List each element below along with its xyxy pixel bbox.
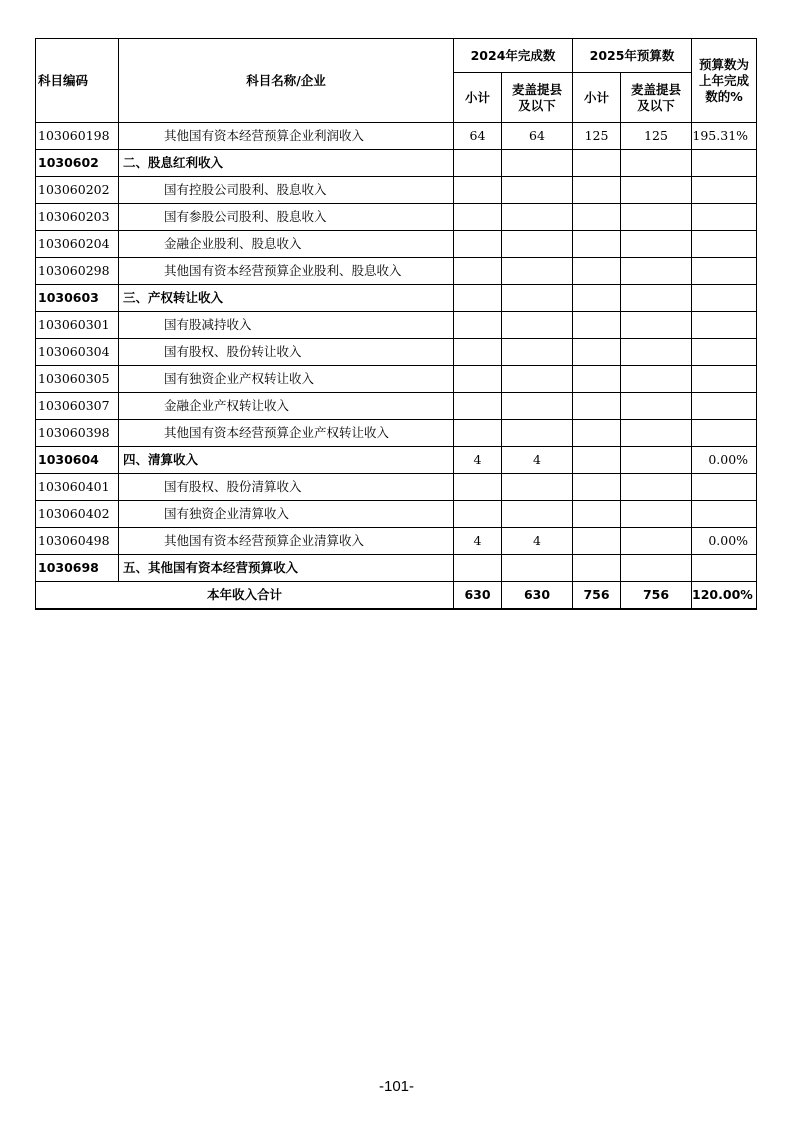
cell-2025-maigaiti (621, 312, 692, 339)
cell-code: 1030698 (36, 555, 119, 582)
cell-2024-maigaiti (502, 258, 573, 285)
cell-2024-subtotal (454, 366, 502, 393)
cell-ratio (692, 150, 757, 177)
cell-name: 其他国有资本经营预算企业利润收入 (119, 123, 454, 150)
cell-2024-subtotal: 4 (454, 528, 502, 555)
cell-code: 103060402 (36, 501, 119, 528)
cell-code: 103060398 (36, 420, 119, 447)
table-row (36, 285, 757, 312)
cell-2024-maigaiti: 64 (502, 123, 573, 150)
cell-ratio: 0.00% (692, 447, 757, 474)
cell-code: 103060204 (36, 231, 119, 258)
cell-code: 103060202 (36, 177, 119, 204)
cell-ratio (692, 501, 757, 528)
header-name: 科目名称/企业 (119, 39, 454, 123)
cell-name: 国有控股公司股利、股息收入 (119, 177, 454, 204)
cell-2024-subtotal (454, 204, 502, 231)
cell-code: 1030602 (36, 150, 119, 177)
cell-2025-subtotal (573, 177, 621, 204)
cell-2025-subtotal (573, 150, 621, 177)
cell-2025-maigaiti (621, 177, 692, 204)
cell-code: 103060401 (36, 474, 119, 501)
cell-2025-subtotal (573, 339, 621, 366)
cell-2024-maigaiti (502, 339, 573, 366)
table-row (36, 555, 757, 582)
cell-ratio (692, 312, 757, 339)
cell-2025-maigaiti (621, 528, 692, 555)
cell-ratio (692, 339, 757, 366)
cell-ratio (692, 231, 757, 258)
cell-ratio (692, 177, 757, 204)
cell-2024-maigaiti (502, 501, 573, 528)
table-row (36, 258, 757, 285)
cell-2025-subtotal (573, 285, 621, 312)
table-row (36, 204, 757, 231)
total-ratio: 120.00% (692, 582, 757, 610)
cell-2024-subtotal (454, 339, 502, 366)
cell-2024-maigaiti (502, 231, 573, 258)
cell-ratio (692, 258, 757, 285)
cell-2025-subtotal (573, 204, 621, 231)
cell-ratio (692, 285, 757, 312)
cell-ratio (692, 366, 757, 393)
cell-code: 1030603 (36, 285, 119, 312)
cell-ratio (692, 555, 757, 582)
cell-2025-subtotal (573, 231, 621, 258)
cell-2025-maigaiti (621, 285, 692, 312)
total-row (36, 582, 757, 610)
cell-2024-maigaiti (502, 420, 573, 447)
cell-2025-maigaiti (621, 258, 692, 285)
header-2025-subtotal: 小计 (573, 73, 621, 123)
cell-2025-maigaiti (621, 150, 692, 177)
cell-2025-maigaiti (621, 501, 692, 528)
cell-2025-maigaiti (621, 366, 692, 393)
cell-name: 国有独资企业产权转让收入 (119, 366, 454, 393)
cell-2024-subtotal: 4 (454, 447, 502, 474)
header-2024: 2024年完成数 (454, 39, 573, 73)
cell-2024-maigaiti (502, 204, 573, 231)
total-2025-maigaiti: 756 (621, 582, 692, 610)
cell-name: 国有独资企业清算收入 (119, 501, 454, 528)
table-body (36, 123, 757, 582)
cell-code: 103060301 (36, 312, 119, 339)
cell-2025-subtotal (573, 447, 621, 474)
cell-2024-subtotal (454, 501, 502, 528)
header-2025: 2025年预算数 (573, 39, 692, 73)
table-row (36, 150, 757, 177)
cell-2024-subtotal (454, 177, 502, 204)
table-row (36, 447, 757, 474)
cell-2024-maigaiti: 4 (502, 528, 573, 555)
cell-name: 其他国有资本经营预算企业股利、股息收入 (119, 258, 454, 285)
table-row (36, 366, 757, 393)
header-2025-maigaiti: 麦盖提县及以下 (621, 73, 692, 123)
cell-name: 国有股权、股份转让收入 (119, 339, 454, 366)
cell-ratio (692, 474, 757, 501)
cell-name: 其他国有资本经营预算企业清算收入 (119, 528, 454, 555)
cell-code: 103060498 (36, 528, 119, 555)
table-row (36, 420, 757, 447)
cell-2024-subtotal (454, 312, 502, 339)
cell-2024-subtotal (454, 393, 502, 420)
cell-code: 103060304 (36, 339, 119, 366)
revenue-table (35, 38, 757, 610)
cell-2025-subtotal (573, 312, 621, 339)
cell-2024-maigaiti (502, 393, 573, 420)
cell-code: 103060298 (36, 258, 119, 285)
cell-2024-subtotal: 64 (454, 123, 502, 150)
cell-name: 二、股息红利收入 (119, 150, 454, 177)
cell-ratio: 195.31% (692, 123, 757, 150)
cell-name: 其他国有资本经营预算企业产权转让收入 (119, 420, 454, 447)
cell-name: 三、产权转让收入 (119, 285, 454, 312)
cell-name: 金融企业产权转让收入 (119, 393, 454, 420)
total-label: 本年收入合计 (36, 582, 454, 610)
total-2024-subtotal: 630 (454, 582, 502, 610)
cell-2025-maigaiti (621, 555, 692, 582)
cell-2025-maigaiti (621, 339, 692, 366)
cell-code: 103060198 (36, 123, 119, 150)
header-2024-maigaiti: 麦盖提县及以下 (502, 73, 573, 123)
cell-2025-maigaiti: 125 (621, 123, 692, 150)
cell-2024-maigaiti (502, 177, 573, 204)
cell-name: 国有参股公司股利、股息收入 (119, 204, 454, 231)
cell-2025-subtotal: 125 (573, 123, 621, 150)
total-2025-subtotal: 756 (573, 582, 621, 610)
cell-name: 四、清算收入 (119, 447, 454, 474)
cell-2024-subtotal (454, 258, 502, 285)
cell-2024-maigaiti (502, 474, 573, 501)
table-row (36, 177, 757, 204)
cell-ratio: 0.00% (692, 528, 757, 555)
cell-2025-maigaiti (621, 420, 692, 447)
table-row (36, 528, 757, 555)
table-row (36, 393, 757, 420)
cell-code: 103060307 (36, 393, 119, 420)
cell-2025-subtotal (573, 474, 621, 501)
cell-name: 国有股权、股份清算收入 (119, 474, 454, 501)
cell-2024-subtotal (454, 150, 502, 177)
header-ratio: 预算数为上年完成数的% (692, 39, 757, 123)
table-row (36, 231, 757, 258)
cell-2025-maigaiti (621, 204, 692, 231)
table-row (36, 474, 757, 501)
cell-2024-maigaiti (502, 285, 573, 312)
cell-2025-maigaiti (621, 231, 692, 258)
cell-2024-subtotal (454, 474, 502, 501)
cell-2025-subtotal (573, 258, 621, 285)
cell-2024-subtotal (454, 420, 502, 447)
cell-ratio (692, 393, 757, 420)
table-row (36, 339, 757, 366)
cell-name: 金融企业股利、股息收入 (119, 231, 454, 258)
table-row (36, 312, 757, 339)
cell-ratio (692, 204, 757, 231)
cell-2025-subtotal (573, 501, 621, 528)
cell-2025-subtotal (573, 528, 621, 555)
header-code: 科目编码 (36, 39, 119, 123)
header-2024-subtotal: 小计 (454, 73, 502, 123)
cell-name: 五、其他国有资本经营预算收入 (119, 555, 454, 582)
cell-2025-subtotal (573, 393, 621, 420)
total-2024-maigaiti: 630 (502, 582, 573, 610)
cell-2024-maigaiti (502, 555, 573, 582)
cell-2025-maigaiti (621, 447, 692, 474)
cell-2025-subtotal (573, 555, 621, 582)
cell-2025-subtotal (573, 420, 621, 447)
cell-code: 103060305 (36, 366, 119, 393)
cell-2024-subtotal (454, 555, 502, 582)
table-row (36, 501, 757, 528)
cell-2025-maigaiti (621, 474, 692, 501)
cell-code: 103060203 (36, 204, 119, 231)
cell-2025-subtotal (573, 366, 621, 393)
cell-2024-maigaiti (502, 366, 573, 393)
cell-ratio (692, 420, 757, 447)
cell-2024-subtotal (454, 231, 502, 258)
cell-2024-maigaiti: 4 (502, 447, 573, 474)
cell-code: 1030604 (36, 447, 119, 474)
cell-2025-maigaiti (621, 393, 692, 420)
cell-2024-maigaiti (502, 312, 573, 339)
cell-2024-subtotal (454, 285, 502, 312)
cell-name: 国有股减持收入 (119, 312, 454, 339)
cell-2024-maigaiti (502, 150, 573, 177)
page-number: -101- (378, 1078, 415, 1095)
table-row (36, 123, 757, 150)
